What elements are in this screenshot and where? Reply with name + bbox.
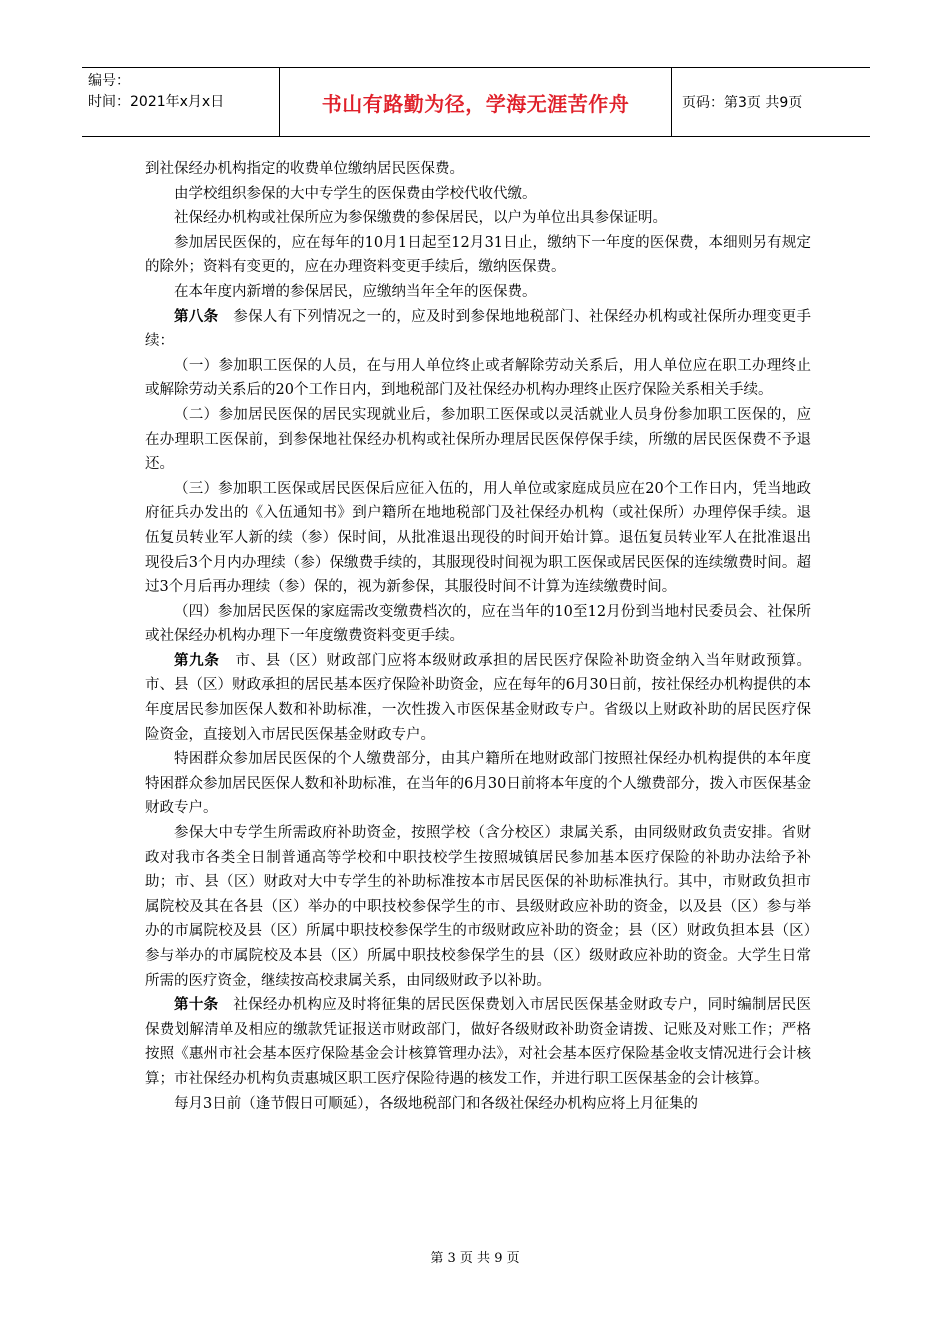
paragraph: 每月3日前（逢节假日可顺延），各级地税部门和各级社保经办机构应将上月征集的 [174, 1095, 698, 1112]
footer-page-number: 第 3 页 共 9 页 [430, 1251, 520, 1266]
document-time-label: 时间：2021年x月x日 [88, 94, 225, 110]
page-footer [0, 1247, 950, 1266]
paragraph: 社保经办机构或社保所应为参保缴费的参保居民，以户为单位出具参保证明。 [174, 210, 667, 227]
header-page-label: 页码：第3页 共9页 [682, 95, 803, 111]
paragraph: （二）参加居民医保的居民实现就业后，参加职工医保或以灵活就业人员身份参加职工医保的，应在办理职工医保前，到参保地社保经办机构或社保所办理居民医保停保手续，所缴的居民医保费不予退还。 [145, 406, 811, 473]
document-number-label: 编号： [88, 73, 130, 89]
paragraph: 到社保经办机构指定的收费单位缴纳居民医保费。 [145, 161, 464, 177]
article-heading: 第十条 [174, 996, 219, 1014]
article-10-paragraph: 第十条 社保经办机构应及时将征集的居民医保费划入市居民医保基金财政专户，同时编制居民医保费划解清单及相应的缴款凭证报送市财政部门，做好各级财政补助资金请拨、记账及对账工作；严格按照《惠州市社会基本医疗保险基金会计核算管理办法》，对社会基本医疗保险基金收支情况进行会计核算；市社保经办机构负责惠城区职工医疗保险待遇的核发工作，并进行职工医保基金的会计核算。 [145, 996, 812, 1087]
header-motto-cell [280, 68, 672, 136]
paragraph: 特困群众参加居民医保的个人缴费部分，由其户籍所在地财政部门按照社保经办机构提供的本年度特困群众参加居民医保人数和补助标准，在当年的6月30日前将本年度的个人缴费部分，拨入市医保基金财政专户。 [145, 751, 811, 817]
paragraph: 参加居民医保的，应在每年的10月1日起至12月31日止，缴纳下一年度的医保费，本细则另有规定的除外；资料有变更的，应在办理资料变更手续后，缴纳医保费。 [145, 234, 811, 276]
page-header [82, 67, 870, 137]
paragraph: 由学校组织参保的大中专学生的医保费由学校代收代缴。 [174, 185, 537, 202]
document-body [145, 157, 811, 1116]
header-page-cell [672, 68, 870, 136]
paragraph: 在本年度内新增的参保居民，应缴纳当年全年的医保费。 [174, 283, 537, 300]
header-meta [82, 68, 280, 136]
header-motto: 书山有路勤为径，学海无涯苦作舟 [321, 91, 630, 116]
paragraph: （一）参加职工医保的人员，在与用人单位终止或者解除劳动关系后，用人单位应在职工办理终止或解除劳动关系后的20个工作日内，到地税部门及社保经办机构办理终止医疗保险关系相关手续。 [145, 357, 811, 399]
article-heading: 第八条 [174, 307, 219, 325]
article-heading: 第九条 [174, 651, 220, 669]
paragraph: （四）参加居民医保的家庭需改变缴费档次的，应在当年的10至12月份到当地村民委员会、社保所或社保经办机构办理下一年度缴费资料变更手续。 [145, 603, 811, 645]
paragraph: （三）参加职工医保或居民医保后应征入伍的，用人单位或家庭成员应在20个工作日内，凭当地政府征兵办发出的《入伍通知书》到户籍所在地地税部门及社保经办机构（或社保所）办理停保手续。退伍复员转业军人新的续（参）保时间，从批准退出现役的时间开始计算。退伍复员转业军人在批准退出现役后3个月内办理续（参）保缴费手续的，其服现役时间视为职工医保或居民医保的连续缴费时间。超过3个月后再办理续（参）保的，视为新参保，其服役时间不计算为连续缴费时间。 [145, 480, 811, 596]
article-8-paragraph: 第八条 参保人有下列情况之一的，应及时到参保地地税部门、社保经办机构或社保所办理变更手续： [145, 307, 812, 350]
paragraph: 参保大中专学生所需政府补助资金，按照学校（含分校区）隶属关系，由同级财政负责安排。省财政对我市各类全日制普通高等学校和中职技校学生按照城镇居民参加基本医疗保险的补助办法给予补助；市、县（区）财政对大中专学生的补助标准按本市居民医保的补助标准执行。其中，市财政负担市属院校及其在各县（区）举办的中职技校参保学生的市、县级财政应补助的资金，以及县（区）参与举办的市属院校及县（区）所属中职技校参保学生的市级财政应补助的资金；县（区）财政负担本县（区）参与举办的市属院校及本县（区）所属中职技校参保学生的县（区）级财政应补助的资金。大学生日常所需的医疗资金，继续按高校隶属关系，由同级财政予以补助。 [145, 825, 811, 989]
article-9-paragraph: 第九条 市、县（区）财政部门应将本级财政承担的居民医疗保险补助资金纳入当年财政预算。市、县（区）财政承担的居民基本医疗保险补助资金，应在每年的6月30日前，按社保经办机构提供的本年度居民参加医保人数和补助标准，一次性拨入市医保基金财政专户。省级以上财政补助的居民医疗保险资金，直接划入市居民医保基金财政专户。 [145, 651, 812, 743]
